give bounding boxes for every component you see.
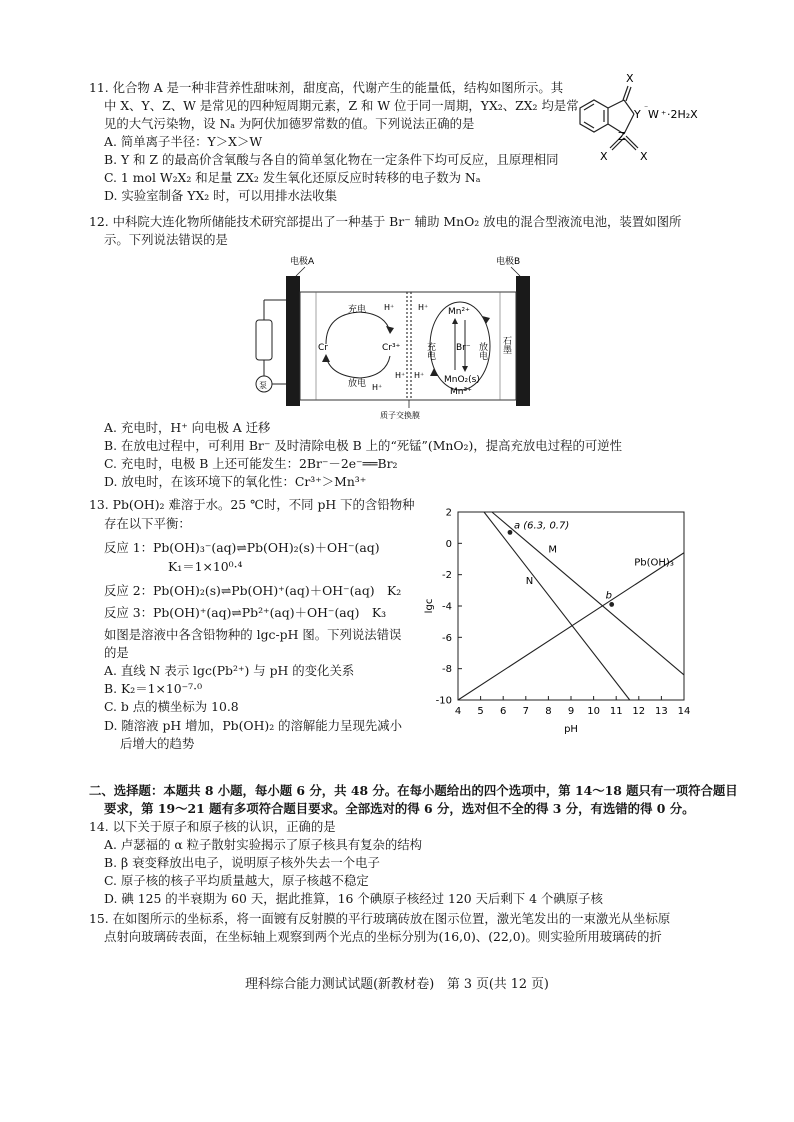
- electrode-b-label: 电极B: [496, 257, 521, 267]
- q11-struct-y: Y: [634, 108, 641, 121]
- q13-line-7: 如图是溶液中各含铅物种的 lgc-pH 图。下列说法错误: [104, 627, 402, 642]
- h-plus-label-5: H⁺: [395, 371, 406, 380]
- q13-line-5: 反应 2：Pb(OH)₂(s)⇌Pb(OH)⁺(aq)＋OH⁻(aq) K₂: [104, 583, 402, 598]
- q13-option-b: B. K₂＝1×10⁻⁷·⁰: [104, 681, 203, 696]
- q11-struct-x-top: X: [626, 72, 634, 85]
- graphite-label: 石墨: [501, 336, 511, 354]
- charge-label-right: 充电: [425, 342, 435, 360]
- cr-label: Cr: [318, 343, 328, 353]
- x-tick-label: 4: [454, 706, 462, 717]
- x-tick-label: 6: [500, 706, 507, 717]
- section-2-line-2: 要求，第 19～21 题有多项符合题目要求。全部选对的得 6 分，选对但不全的得 3 分，有选错的得 0 分。: [104, 801, 695, 816]
- q11-struct-hydrate: ·2H₂X: [667, 108, 698, 121]
- q11-struct-w-charge: ⁺: [661, 110, 667, 121]
- electrode-b: [516, 276, 530, 406]
- electrode-a-label: 电极A: [290, 257, 315, 267]
- q11-line-2: 中 X、Y、Z、W 是常见的四种短周期元素，Z 和 W 位于同一周期，YX₂、ZX₂ 均是常: [104, 98, 579, 113]
- y-tick-label: -10: [435, 695, 452, 707]
- q11-line-1: 11. 化合物 A 是一种非营养性甜味剂，甜度高，代谢产生的能量低，结构如图所示。其: [89, 80, 564, 95]
- x-tick-label: 10: [587, 706, 600, 717]
- q11-struct-y-charge: ⁻: [644, 103, 649, 112]
- lgc-ph-chart: [420, 500, 710, 748]
- h-plus-label-4: H⁺: [414, 371, 425, 380]
- x-tick-label: 9: [567, 706, 575, 717]
- reservoir-tank: [256, 320, 272, 360]
- y-tick-label: -4: [442, 601, 452, 613]
- x-tick-label: 14: [677, 706, 691, 717]
- q11-struct-x-right: X: [640, 150, 648, 163]
- x-tick-label: 8: [545, 706, 552, 717]
- q12-option-a: A. 充电时，H⁺ 向电极 A 迁移: [104, 420, 271, 435]
- mn3-label: Mn³⁺: [450, 387, 472, 397]
- pump-label: 泵: [259, 381, 267, 390]
- q14-option-c: C. 原子核的核子平均质量越大，原子核越不稳定: [104, 873, 369, 888]
- q14-stem: 14. 以下关于原子和原子核的认识，正确的是: [89, 819, 336, 834]
- q14-option-a: A. 卢瑟福的 α 粒子散射实验揭示了原子核具有复杂的结构: [104, 837, 423, 852]
- y-tick-label: -2: [442, 570, 452, 582]
- y-tick-label: -6: [442, 632, 452, 644]
- q11-option-d: D. 实验室制备 YX₂ 时，可以用排水法收集: [104, 188, 338, 203]
- q13-line-2: 存在以下平衡：: [104, 516, 191, 531]
- x-axis-label: pH: [564, 724, 578, 735]
- q11-option-c: C. 1 mol W₂X₂ 和足量 ZX₂ 发生氧化还原反应时转移的电子数为 Nₐ: [104, 170, 481, 185]
- q11-struct-x-left: X: [600, 150, 608, 163]
- annotation-point-0: [508, 530, 513, 535]
- x-tick-label: 13: [655, 706, 668, 717]
- series-line-1: [484, 512, 630, 700]
- mn2-label: Mn²⁺: [448, 307, 470, 317]
- cr3-label: Cr³⁺: [382, 343, 401, 353]
- q11-option-b: B. Y 和 Z 的最高价含氧酸与各自的简单氢化物在一定条件下均可反应，且原理相同: [104, 152, 559, 167]
- x-tick-label: 11: [609, 706, 623, 717]
- annotation-label-1: b: [605, 590, 613, 602]
- y-axis-label: lgc: [424, 598, 435, 614]
- page-footer: 理科综合能力测试试题(新教材卷) 第 3 页(共 12 页): [245, 977, 549, 992]
- q12-option-b: B. 在放电过程中，可利用 Br⁻ 及时清除电极 B 上的“死锰”(MnO₂)，提高充放电过程的可逆性: [104, 438, 623, 453]
- section-2-line-1: 二、选择题：本题共 8 小题，每小题 6 分，共 48 分。在每小题给出的四个选项中，第 14～18 题只有一项符合题目: [89, 783, 738, 798]
- q12-option-c: C. 充电时，电极 B 上还可能发生：2Br⁻－2e⁻══Br₂: [104, 456, 398, 471]
- annotation-label-0: a (6.3, 0.7): [513, 520, 570, 532]
- q11-line-3: 见的大气污染物，设 Nₐ 为阿伏加德罗常数的值。下列说法正确的是: [104, 116, 475, 131]
- series-label-1: N: [525, 576, 534, 588]
- x-tick-label: 7: [522, 706, 529, 717]
- q12-option-d: D. 放电时，在该环境下的氧化性：Cr³⁺＞Mn³⁺: [104, 474, 367, 489]
- br-label: Br⁻: [456, 343, 471, 353]
- q11-struct-w: W: [648, 108, 659, 121]
- q15-line-1: 15. 在如图所示的坐标系，将一面镀有反射膜的平行玻璃砖放在图示位置，激光笔发出的一束激光从坐标原: [89, 911, 671, 926]
- series-label-0: M: [548, 544, 558, 556]
- q12-line-2: 示。下列说法错误的是: [104, 232, 228, 247]
- membrane-label: 质子交换膜: [380, 411, 420, 420]
- q13-option-d: D. 随溶液 pH 增加，Pb(OH)₂ 的溶解能力呈现先减小: [104, 718, 403, 733]
- series-line-0: [492, 512, 684, 675]
- h-plus-label-1: H⁺: [384, 303, 395, 312]
- x-tick-label: 5: [477, 706, 484, 717]
- q13-option-a: A. 直线 N 表示 lgc(Pb²⁺) 与 pH 的变化关系: [104, 663, 355, 678]
- q14-option-b: B. β 衰变释放出电子，说明原子核外失去一个电子: [104, 855, 380, 870]
- q11-struct-z: Z: [618, 130, 626, 143]
- q13-line-6: 反应 3：Pb(OH)⁺(aq)⇌Pb²⁺(aq)＋OH⁻(aq) K₃: [104, 605, 387, 620]
- q13-line-3: 反应 1：Pb(OH)₃⁻(aq)⇌Pb(OH)₂(s)＋OH⁻(aq): [104, 540, 380, 555]
- y-tick-label: 0: [445, 538, 452, 550]
- mno2-label: MnO₂(s): [444, 375, 480, 385]
- flow-battery-diagram: [250, 252, 550, 420]
- h-plus-label-2: H⁺: [372, 383, 383, 392]
- q13-option-c: C. b 点的横坐标为 10.8: [104, 699, 239, 714]
- electrode-a: [286, 276, 300, 406]
- q13-line-4: K₁＝1×10⁰·⁴: [168, 559, 243, 574]
- y-tick-label: 2: [445, 507, 452, 519]
- q12-line-1: 12. 中科院大连化物所储能技术研究部提出了一种基于 Br⁻ 辅助 MnO₂ 放电的混合型液流电池，装置如图所: [89, 214, 682, 229]
- y-tick-label: -8: [442, 664, 452, 676]
- q13-option-d-cont: 后增大的趋势: [120, 736, 195, 751]
- plot-frame: [458, 512, 684, 700]
- q13-line-1: 13. Pb(OH)₂ 难溶于水。25 ℃时，不同 pH 下的含铅物种: [89, 497, 415, 512]
- series-line-2: [458, 553, 684, 700]
- discharge-label-left: 放电: [348, 379, 367, 389]
- q15-line-2: 点射向玻璃砖表面，在坐标轴上观察到两个光点的坐标分别为(16,0)、(22,0)。则实验所用玻璃砖的折: [104, 929, 662, 944]
- q11-option-a: A. 简单离子半径：Y＞X＞W: [104, 134, 263, 149]
- series-label-2: Pb(OH)₃: [634, 557, 674, 569]
- q13-line-8: 的是: [104, 645, 129, 660]
- charge-label-left: 充电: [348, 305, 367, 315]
- discharge-label-right: 放电: [477, 342, 487, 360]
- annotation-point-1: [609, 602, 614, 607]
- h-plus-label-3: H⁺: [418, 303, 429, 312]
- x-tick-label: 12: [632, 706, 646, 717]
- q11-structure-diagram: [568, 72, 708, 168]
- q14-option-d: D. 碘 125 的半衰期为 60 天，据此推算，16 个碘原子核经过 120 天后剩下 4 个碘原子核: [104, 891, 603, 906]
